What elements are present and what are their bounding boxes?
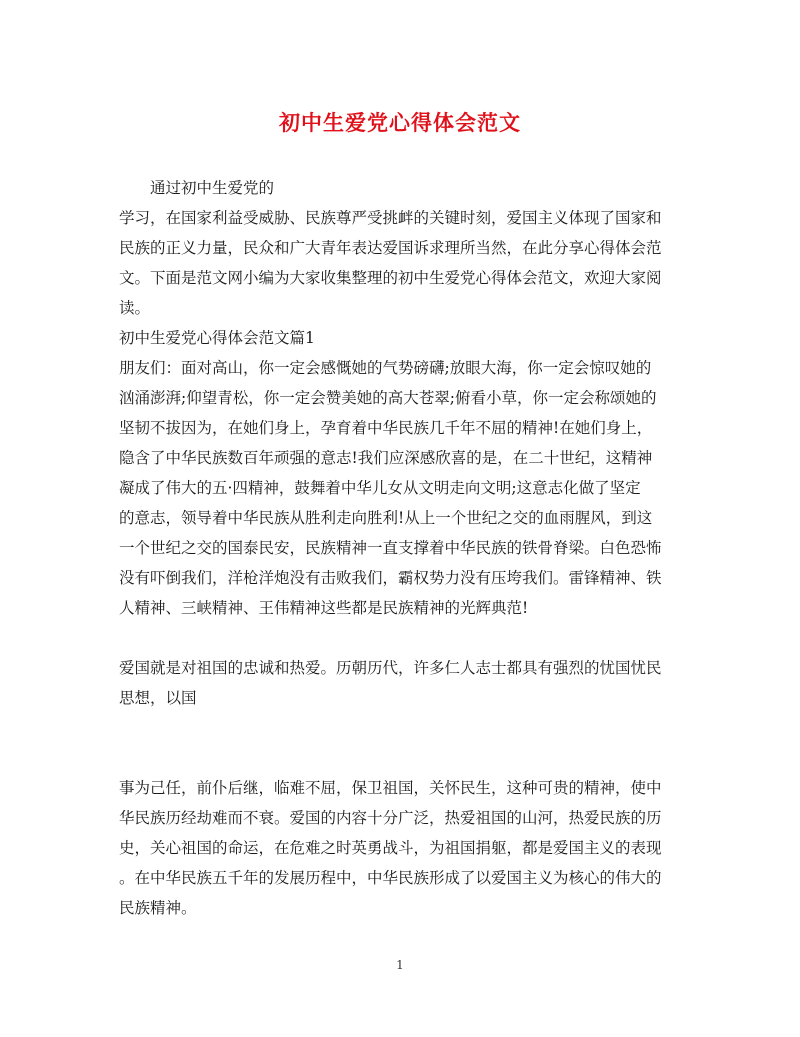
document-title: 初中生爱党心得体会范文 <box>279 110 521 135</box>
paragraph-gap <box>119 623 685 653</box>
paragraph-line: 的意志，领导着中华民族从胜利走向胜利!从上一个世纪之交的血雨腥风，到这 <box>119 509 653 527</box>
paragraph-line: 没有吓倒我们，洋枪洋炮没有击败我们，霸权势力没有压垮我们。雷锋精神、铁 <box>119 569 662 587</box>
paragraph-line: 文。下面是范文网小编为大家收集整理的初中生爱党心得体会范文，欢迎大家阅 <box>119 269 662 287</box>
paragraph-line: 朋友们：面对高山，你一定会感慨她的气势磅礴;放眼大海，你一定会惊叹她的 <box>119 359 652 377</box>
paragraph-line: 凝成了伟大的五·四精神，鼓舞着中华儿女从文明走向文明;这意志化做了坚定 <box>119 479 641 497</box>
paragraph-line: 思想，以国 <box>119 689 197 707</box>
paragraph-line: 通过初中生爱党的 <box>150 179 275 197</box>
paragraph-line: 汹涌澎湃;仰望青松，你一定会赞美她的高大苍翠;俯看小草，你一定会称颂她的 <box>119 389 657 407</box>
paragraph-line: 一个世纪之交的国泰民安，民族精神一直支撑着中华民族的铁骨脊梁。白色恐怖 <box>119 539 662 557</box>
section-heading: 初中生爱党心得体会范文篇1 <box>119 329 315 347</box>
paragraph-line: 华民族历经劫难而不衰。爱国的内容十分广泛，热爱祖国的山河，热爱民族的历 <box>119 809 662 827</box>
page-number: 1 <box>396 958 404 972</box>
paragraph-line: 史，关心祖国的命运，在危难之时英勇战斗，为祖国捐躯，都是爱国主义的表现 <box>119 839 662 857</box>
paragraph-line: 人精神、三峡精神、王伟精神这些都是民族精神的光辉典范! <box>119 599 529 617</box>
paragraph-line: 爱国就是对祖国的忠诚和热爱。历朝历代，许多仁人志士都具有强烈的忧国忧民 <box>119 659 662 677</box>
paragraph-gap <box>119 743 685 773</box>
paragraph-line: 事为己任，前仆后继，临难不屈，保卫祖国，关怀民生，这种可贵的精神，使中 <box>119 779 662 797</box>
paragraph-line: 坚韧不拔因为，在她们身上，孕育着中华民族几千年不屈的精神!在她们身上， <box>119 419 653 437</box>
paragraph-line: 学习，在国家利益受威胁、民族尊严受挑衅的关键时刻，爱国主义体现了国家和 <box>119 209 662 227</box>
paragraph-line: 。在中华民族五千年的发展历程中，中华民族形成了以爱国主义为核心的伟大的 <box>119 869 662 887</box>
document-body <box>119 173 685 923</box>
paragraph-gap <box>119 713 685 743</box>
paragraph-line: 民族的正义力量，民众和广大青年表达爱国诉求理所当然，在此分享心得体会范 <box>119 239 662 257</box>
paragraph-line: 读。 <box>119 299 151 317</box>
paragraph-line: 隐含了中华民族数百年顽强的意志!我们应深感欣喜的是，在二十世纪，这精神 <box>119 449 653 467</box>
paragraph-line: 民族精神。 <box>119 899 197 917</box>
